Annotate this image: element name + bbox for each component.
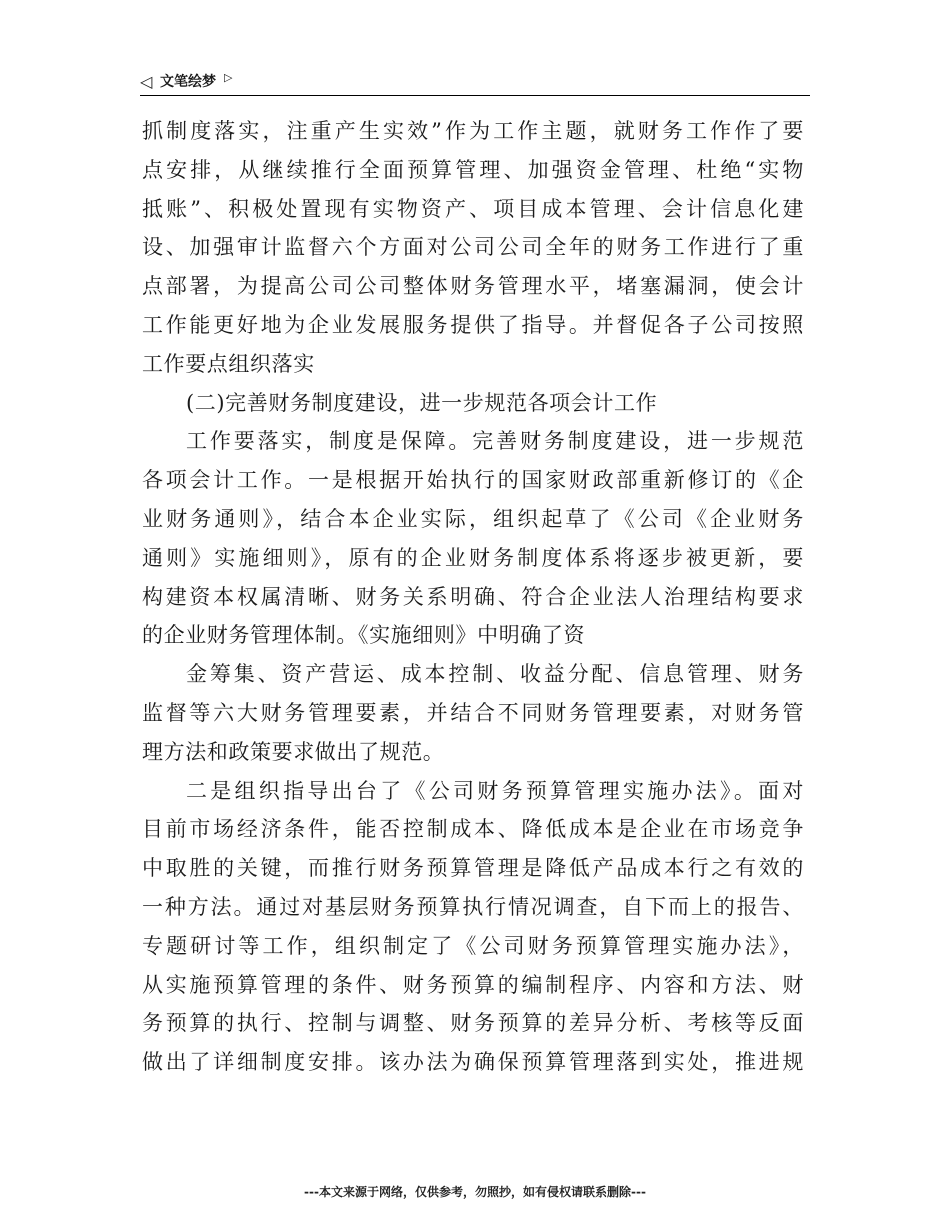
text-line: 一种方法。通过对基层财务预算执行情况调查，自下而上的报告、	[142, 894, 804, 919]
text-line: 抵账”、积极处置现有实物资产、项目成本管理、会计信息化建	[142, 196, 804, 221]
text-line: 通则》实施细则》，原有的企业财务制度体系将逐步被更新，要	[142, 545, 804, 570]
text-line: 工作能更好地为企业发展服务提供了指导。并督促各子公司按照	[142, 312, 804, 337]
text-line: 做出了详细制度安排。该办法为确保预算管理落到实处，推进规	[142, 1050, 804, 1075]
text-line: 的企业财务管理体制。《实施细则》中明确了资	[142, 623, 586, 648]
footer-disclaimer: ---本文来源于网络，仅供参考，勿照抄，如有侵权请联系删除---	[304, 1185, 646, 1199]
section-heading: (二)完善财务制度建设，进一步规范各项会计工作	[186, 390, 658, 415]
text-line: 目前市场经济条件，能否控制成本、降低成本是企业在市场竞争	[142, 817, 804, 842]
text-line: 业财务通则》，结合本企业实际，组织起草了《公司《企业财务	[142, 506, 804, 531]
triangle-left-icon: ◁	[140, 72, 153, 91]
triangle-right-icon: ▷	[224, 71, 233, 84]
header-rule	[140, 95, 810, 96]
text-line: 点部署，为提高公司公司整体财务管理水平，堵塞漏洞，使会计	[142, 274, 804, 299]
text-line: 从实施预算管理的条件、财务预算的编制程序、内容和方法、财	[142, 972, 804, 997]
text-line: 中取胜的关键，而推行财务预算管理是降低产品成本行之有效的	[142, 856, 804, 881]
page-header	[140, 70, 810, 96]
text-line: 各项会计工作。一是根据开始执行的国家财政部重新修订的《企	[142, 468, 804, 493]
text-line: 工作要点组织落实	[142, 351, 315, 376]
text-line: 务预算的执行、控制与调整、财务预算的差异分析、考核等反面	[142, 1011, 804, 1036]
text-line: 设、加强审计监督六个方面对公司公司全年的财务工作进行了重	[142, 235, 804, 260]
text-line: 金筹集、资产营运、成本控制、收益分配、信息管理、财务	[186, 662, 804, 687]
text-line: 专题研讨等工作，组织制定了《公司财务预算管理实施办法》，	[142, 933, 804, 958]
text-line: 点安排，从继续推行全面预算管理、加强资金管理、杜绝“实物	[142, 157, 804, 182]
text-line: 工作要落实，制度是保障。完善财务制度建设，进一步规范	[186, 429, 804, 454]
header-brand: 文笔绘梦	[160, 74, 216, 90]
text-line: 监督等六大财务管理要素，并结合不同财务管理要素，对财务管	[142, 700, 804, 725]
document-body	[142, 112, 804, 1082]
text-line: 抓制度落实，注重产生实效”作为工作主题，就财务工作作了要	[142, 119, 804, 143]
text-line: 构建资本权属清晰、财务关系明确、符合企业法人治理结构要求	[142, 584, 804, 609]
text-line: 二是组织指导出台了《公司财务预算管理实施办法》。面对	[186, 778, 804, 803]
text-line: 理方法和政策要求做出了规范。	[142, 739, 445, 764]
